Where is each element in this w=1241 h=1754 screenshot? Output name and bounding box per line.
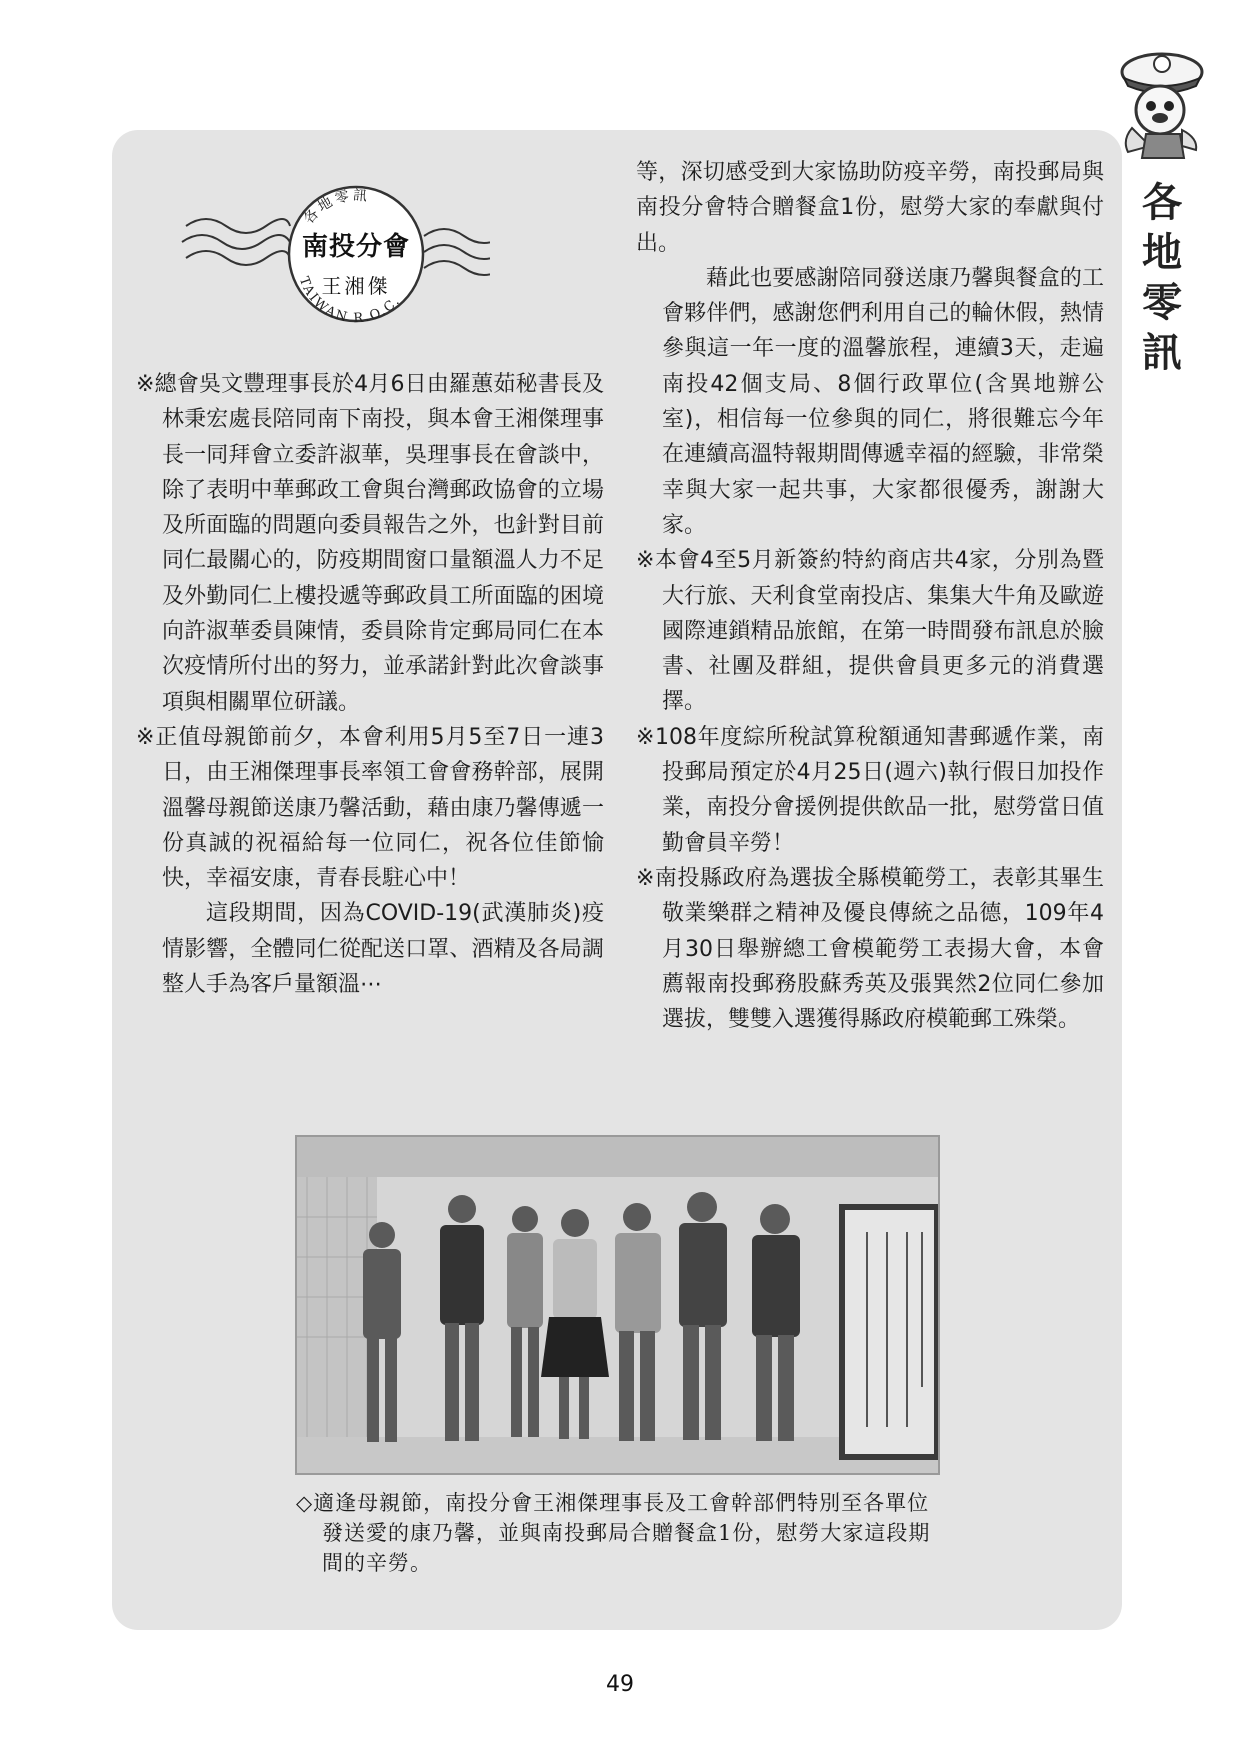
page-number: 49	[606, 1672, 634, 1697]
article-item: ※總會吳文豐理事長於4月6日由羅蕙茹秘書長及林秉宏處長陪同南下南投，與本會王湘傑理事長一同拜會立委許淑華，吳理事長在會談中，除了表明中華郵政工會與台灣郵政協會的立場及所面臨的問題向委員報告之外，也針對目前同仁最關心的，防疫期間窗口量額溫人力不足及外勤同仁上樓投遞等郵政員工所面臨的困境向許淑華委員陳情，委員除肯定郵局同仁在本次疫情所付出的努力，並承諾針對此次會談事項與相關單位研議。	[136, 372, 604, 715]
section-title-char: 零	[1142, 279, 1182, 326]
stamp-center	[288, 186, 424, 322]
article-left-column	[136, 367, 604, 1002]
article-paragraph: 這段期間，因為COVID-19(武漢肺炎)疫情影響，全體同仁從配送口罩、酒精及各局調整人手為客戶量額溫⋯	[162, 901, 604, 998]
stamp-arc-top-text: 各地零訊	[300, 187, 371, 228]
article-item: ※本會4至5月新簽約特約商店共4家，分別為暨大行旅、天利食堂南投店、集集大牛角及歐遊國際連鎖精品旅館，在第一時間發布訊息於臉書、社團及群組，提供會員更多元的消費選擇。	[636, 548, 1104, 715]
stamp-title: 南投分會	[301, 232, 410, 262]
group-photo	[295, 1135, 940, 1475]
stamp-author: 王湘傑	[321, 274, 391, 298]
section-title-char: 地	[1142, 229, 1182, 276]
section-title-char: 訊	[1142, 329, 1182, 376]
photo-caption: ◇適逢母親節，南投分會王湘傑理事長及工會幹部們特別至各單位發送愛的康乃馨，並與南投郵局合贈餐盒1份，慰勞大家這段期間的辛勞。	[296, 1491, 931, 1575]
section-title-char: 各	[1142, 179, 1182, 226]
article-right-column	[636, 155, 1104, 1037]
section-title-vertical	[1132, 178, 1192, 378]
article-item: ※南投縣政府為選拔全縣模範勞工，表彰其畢生敬業樂群之精神及優良傳統之品德，109年4月30日舉辦總工會模範勞工表揚大會，本會薦報南投郵務股蘇秀英及張巽然2位同仁參加選拔，雙雙入選獲得縣政府模範郵工殊榮。	[636, 865, 1104, 1033]
article-item: ※108年度綜所稅試算稅額通知書郵遞作業，南投郵局預定於4月25日(週六)執行假日加投作業，南投分會援例提供飲品一批，慰勞當日值勤會員辛勞！	[636, 724, 1104, 856]
article-paragraph-continued: 等，深切感受到大家協助防疫辛勞，南投郵局與南投分會特合贈餐盒1份，慰勞大家的奉獻與付出。	[636, 160, 1104, 256]
postman-mascot-illustration	[1110, 42, 1210, 160]
article-paragraph: 藉此也要感謝陪同發送康乃馨與餐盒的工會夥伴們，感謝您們利用自己的輪休假，熱情參與這一年一度的溫馨旅程，連續3天，走遍南投42個支局、8個行政單位(含異地辦公室)，相信每一位參與的同仁，將很難忘今年在連續高溫特報期間傳遞幸福的經驗，非常榮幸與大家一起共事，大家都很優秀，謝謝大家。	[662, 265, 1104, 538]
article-item: ※正值母親節前夕，本會利用5月5至7日一連3日，由王湘傑理事長率領工會會務幹部，展開溫馨母親節送康乃馨活動，藉由康乃馨傳遞一份真誠的祝福給每一位同仁，祝各位佳節愉快，幸福安康，青春長駐心中！	[136, 724, 604, 892]
stamp-arc-bottom-text: TAIWAN R.O.C.	[295, 274, 404, 327]
postmark-stamp	[180, 172, 490, 332]
